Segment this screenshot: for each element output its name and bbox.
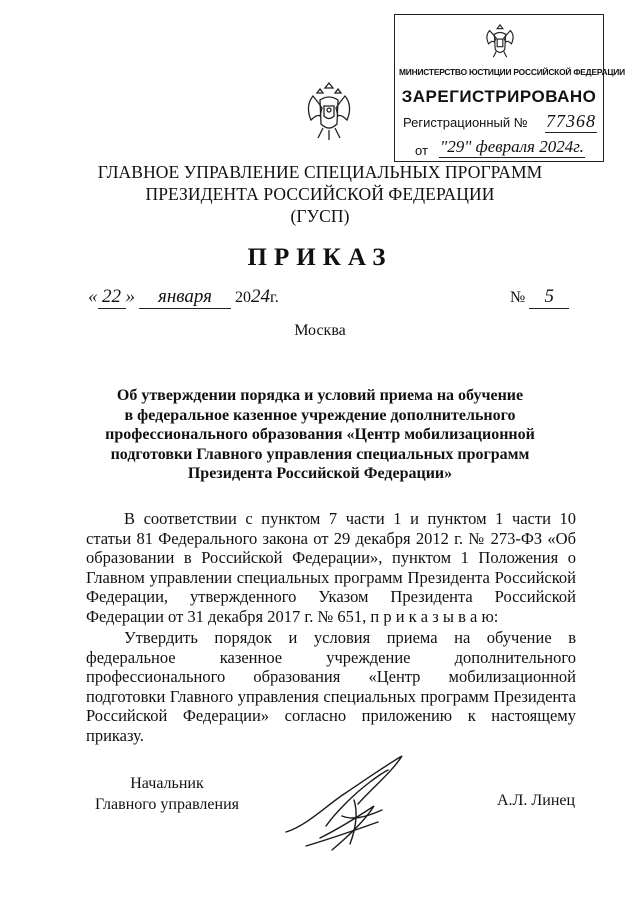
stamp-reg-number-label: Регистрационный №	[403, 115, 528, 130]
body-paragraph-1: В соответствии с пунктом 7 части 1 и пунктом 1 части 10 статьи 81 Федерального закона от 29 декабря 2012 г. № 273-ФЗ «Об образовании в Российской Федерации», пунктом 1 Положения о Главном управлении специальных программ Президента Российской Федерации, утвержденного Указом Президента Российской Федерации от 31 декабря 2017 г. № 651, п р и к а з ы в а ю:	[86, 509, 576, 626]
stamp-date-label: от	[415, 143, 428, 158]
body-paragraph-2: Утвердить порядок и условия приема на обучение в федеральное казенное учреждение дополнительного профессионального образования «Центр мобилизационной подготовки Главного управления специальных программ Президента Российской Федерации» согласно приложению к настоящему приказу.	[86, 628, 576, 745]
order-number	[510, 286, 569, 309]
coat-of-arms-icon	[303, 80, 355, 146]
org-name-line2: ПРЕЗИДЕНТА РОССИЙСКОЙ ФЕДЕРАЦИИ	[145, 184, 495, 204]
handwritten-signature	[266, 746, 422, 858]
org-name-line1: ГЛАВНОЕ УПРАВЛЕНИЕ СПЕЦИАЛЬНЫХ ПРОГРАММ	[97, 162, 543, 182]
coat-of-arms-icon	[481, 21, 519, 61]
date-quote-close: »	[125, 286, 135, 307]
org-abbreviation: (ГУСП)	[290, 206, 350, 226]
subject-line: Президента Российской Федерации»	[187, 465, 453, 482]
order-city: Москва	[294, 322, 346, 339]
order-number-value: 5	[529, 286, 569, 309]
order-subject	[100, 386, 540, 484]
signatory-title-line2: Главного управления	[95, 796, 239, 813]
date-year-suffix: 24	[251, 286, 270, 307]
signatory-title-line1: Начальник	[130, 775, 204, 792]
date-month: января	[139, 286, 231, 309]
stamp-reg-number: 77368	[546, 111, 596, 131]
date-quote-open: «	[88, 286, 98, 307]
signatory-name: А.Л. Линец	[497, 792, 576, 809]
subject-line: Об утверждении порядка и условий приема на обучение	[116, 387, 524, 404]
stamp-date: "29" февраля 2024г.	[440, 137, 584, 156]
stamp-registered: ЗАРЕГИСТРИРОВАНО	[401, 87, 597, 106]
order-date	[88, 286, 279, 309]
subject-line: профессионального образования «Центр мобилизационной	[105, 426, 535, 443]
order-number-label: №	[510, 289, 526, 306]
subject-line: в федеральное казенное учреждение дополнительного	[124, 406, 516, 424]
date-year-prefix: 20	[235, 289, 251, 306]
stamp-ministry: МИНИСТЕРСТВО ЮСТИЦИИ РОССИЙСКОЙ ФЕДЕРАЦИИ	[399, 67, 625, 77]
signatory-title	[92, 773, 242, 815]
document-type: ПРИКАЗ	[247, 244, 393, 271]
date-day: 22	[98, 286, 126, 309]
date-year-mark: г.	[270, 289, 279, 306]
registration-stamp	[394, 14, 625, 162]
subject-line: подготовки Главного управления специальных программ	[110, 445, 530, 463]
